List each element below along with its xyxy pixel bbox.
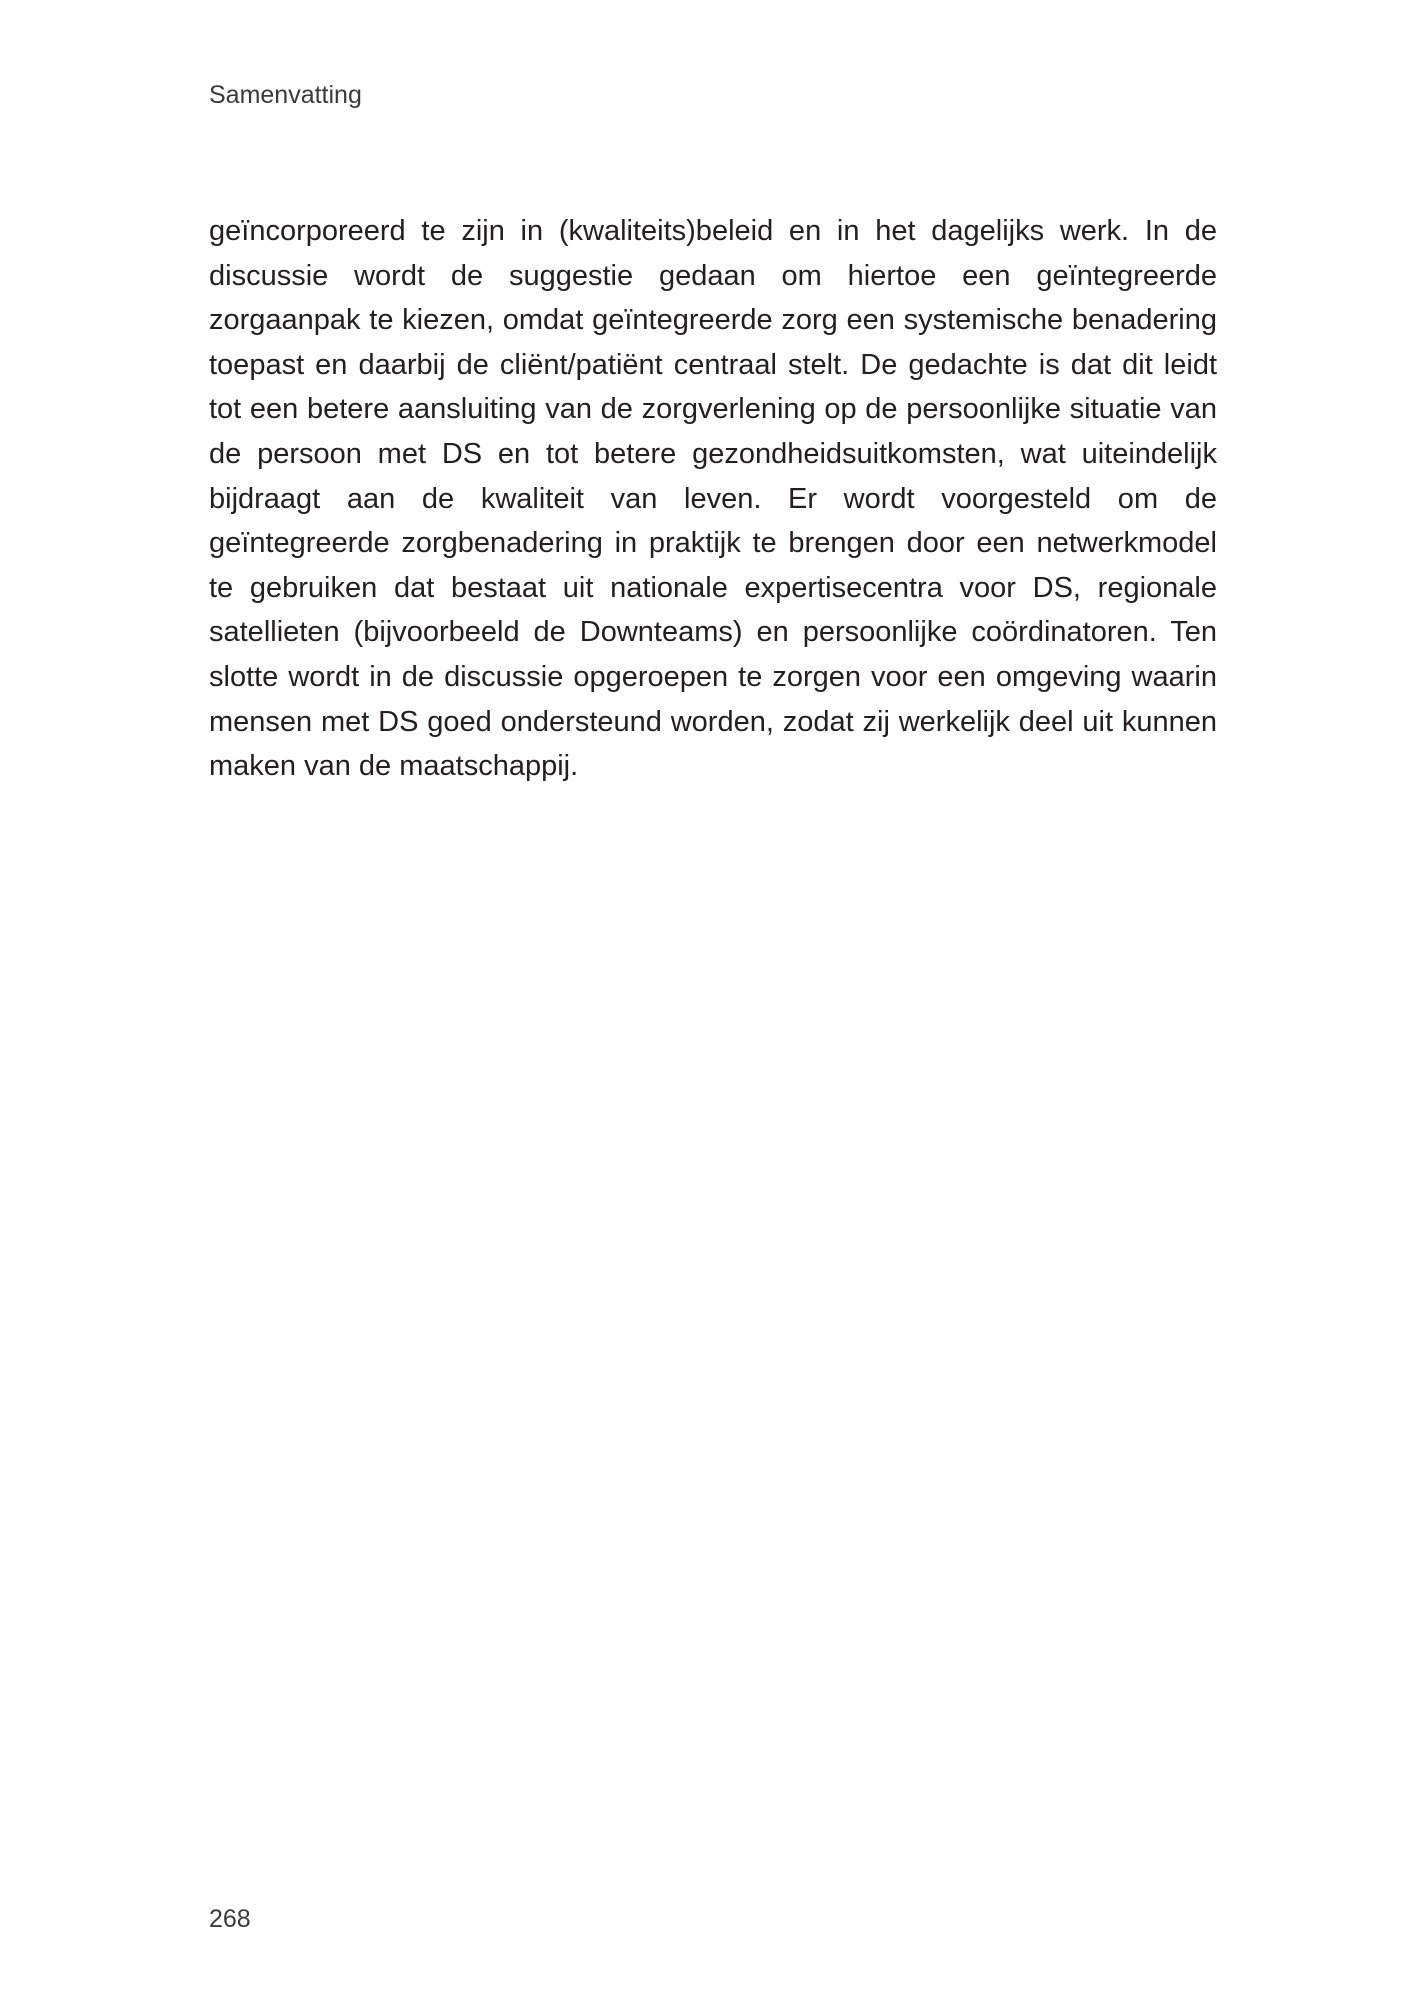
body-paragraph: geïncorporeerd te zijn in (kwaliteits)beleid en in het dagelijks werk. In de discussie wordt de suggestie gedaan om hiertoe een geïntegreerde zorgaanpak te kiezen, omdat geïntegreerde zorg een systemische benadering toepast en daarbij de cliënt/patiënt centraal stelt. De gedachte is dat dit leidt tot een betere aansluiting van de zorgverlening op de persoonlijke situatie van de persoon met DS en tot betere gezondheidsuitkomsten, wat uiteindelijk bijdraagt aan de kwaliteit van leven. Er wordt voorgesteld om de geïntegreerde zorgbenadering in praktijk te brengen door een netwerkmodel te gebruiken dat bestaat uit nationale expertisecentra voor DS, regionale satellieten (bijvoorbeeld de Downteams) en persoonlijke coördinatoren. Ten slotte wordt in de discussie opgeroepen te zorgen voor een omgeving waarin mensen met DS goed ondersteund worden, zodat zij werkelijk deel uit kunnen maken van de maatschappij.: [209, 215, 1217, 783]
page-number: 268: [209, 1905, 251, 1933]
running-header: Samenvatting: [209, 81, 362, 109]
